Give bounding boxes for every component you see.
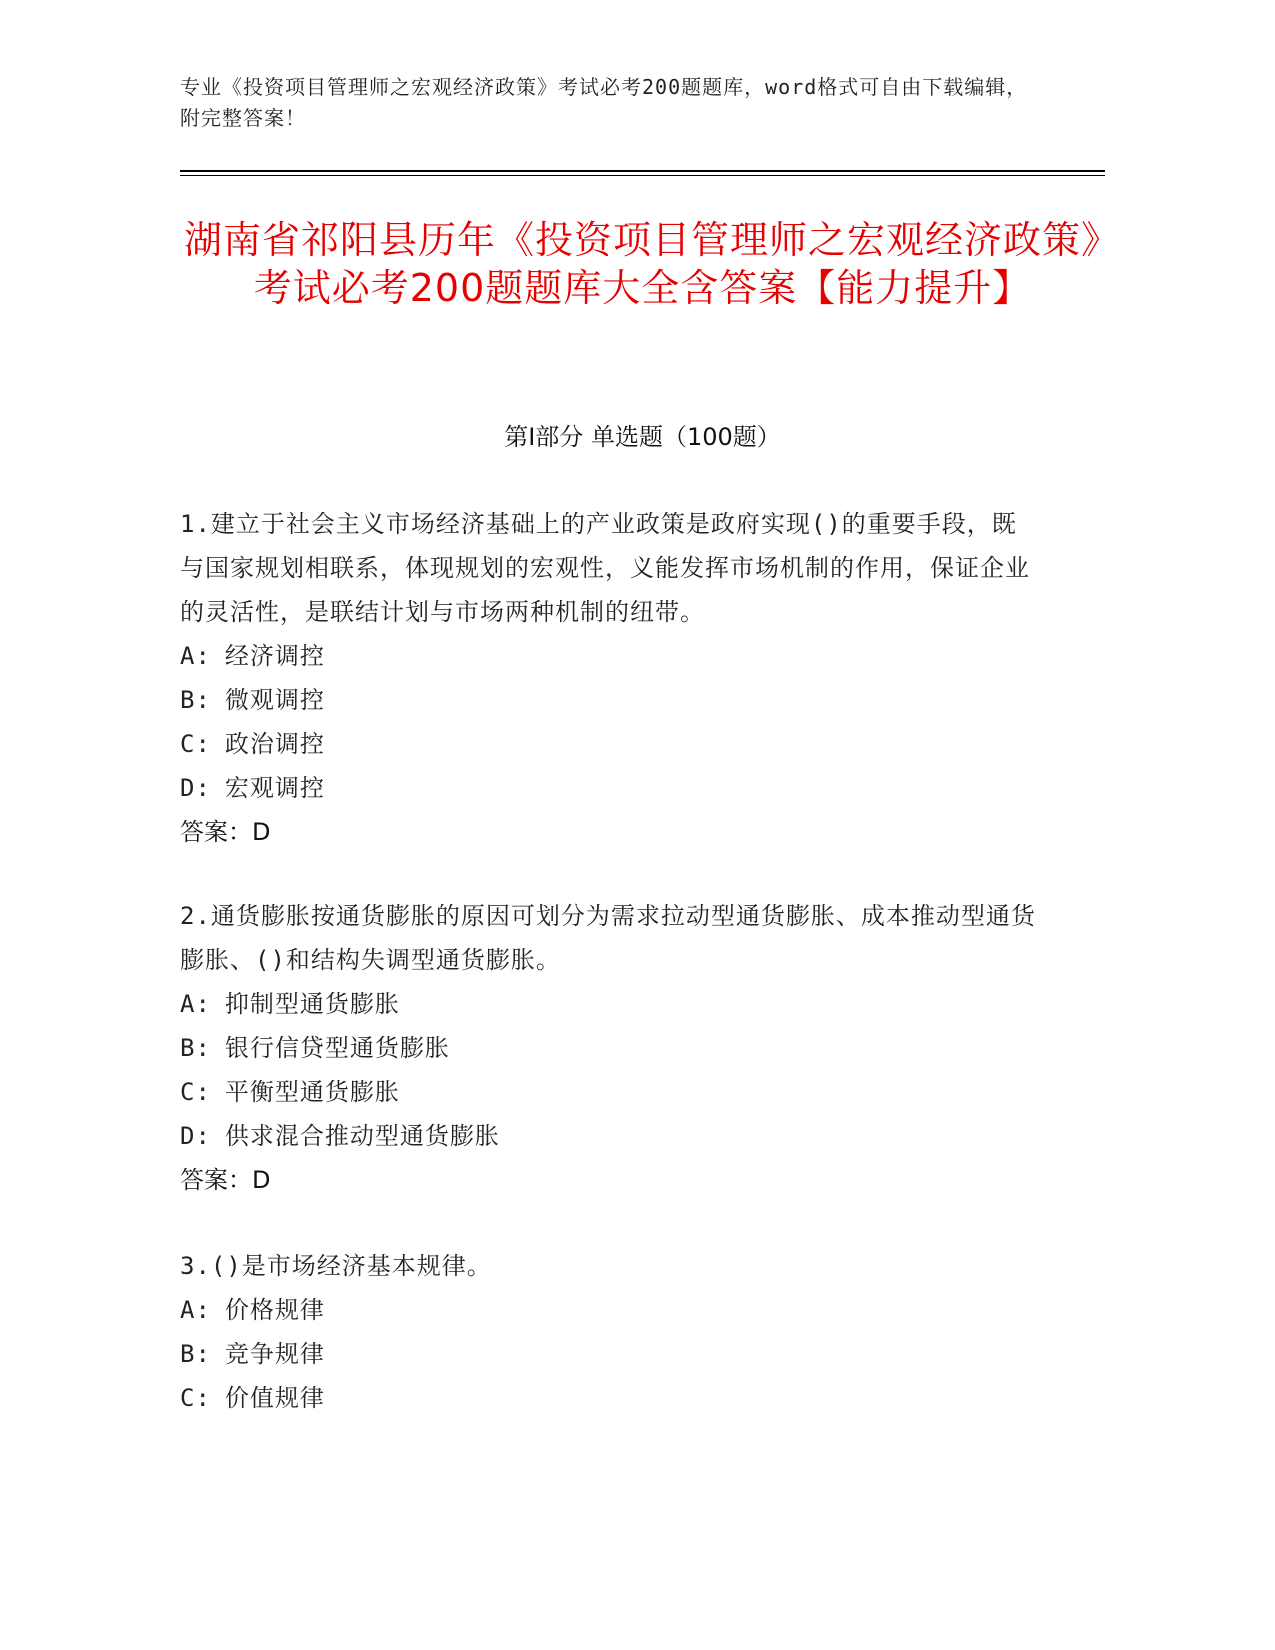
- option-d: [180, 1114, 1040, 1158]
- option-letter: D:: [180, 1122, 211, 1150]
- header-note: 专业《投资项目管理师之宏观经济政策》考试必考200题题库，word格式可自由下载编辑，附完整答案！: [180, 75, 1028, 130]
- option-a: [180, 634, 1040, 678]
- option-b: [180, 1026, 1040, 1070]
- option-b: [180, 678, 1040, 722]
- option-text: 宏观调控: [224, 774, 325, 802]
- option-letter: B:: [180, 1034, 211, 1062]
- answer-line: 答案：D: [180, 818, 271, 846]
- document-title: 湖南省祁阳县历年《投资项目管理师之宏观经济政策》考试必考200题题库大全含答案【能力提升】: [183, 218, 1101, 310]
- answer-line: 答案：D: [180, 1166, 271, 1194]
- question-stem: 1.建立于社会主义市场经济基础上的产业政策是政府实现()的重要手段，既与国家规划相联系，体现规划的宏观性，义能发挥市场机制的作用，保证企业的灵活性，是联结计划与市场两种机制的纽带。: [180, 510, 1030, 626]
- option-letter: B:: [180, 1340, 211, 1368]
- option-text: 价格规律: [224, 1296, 325, 1324]
- option-letter: B:: [180, 686, 211, 714]
- option-text: 平衡型通货膨胀: [224, 1078, 400, 1106]
- option-text: 竞争规律: [224, 1340, 325, 1368]
- option-letter: A:: [180, 990, 211, 1018]
- option-c: [180, 722, 1040, 766]
- option-a: [180, 982, 1040, 1026]
- header-rule-thin: [180, 175, 1105, 176]
- question-3: [180, 1244, 1040, 1420]
- question-1: [180, 502, 1040, 854]
- option-text: 抑制型通货膨胀: [224, 990, 400, 1018]
- section-title: 第I部分 单选题（100题）: [504, 423, 781, 451]
- option-text: 价值规律: [224, 1384, 325, 1412]
- option-c: [180, 1376, 1040, 1420]
- option-letter: C:: [180, 1078, 211, 1106]
- question-stem: 2.通货膨胀按通货膨胀的原因可划分为需求拉动型通货膨胀、成本推动型通货膨胀、()和结构失调型通货膨胀。: [180, 902, 1036, 974]
- option-letter: A:: [180, 642, 211, 670]
- option-letter: C:: [180, 730, 211, 758]
- question-stem: 3.()是市场经济基本规律。: [180, 1252, 492, 1280]
- option-letter: A:: [180, 1296, 211, 1324]
- option-text: 供求混合推动型通货膨胀: [224, 1122, 500, 1150]
- option-d: [180, 766, 1040, 810]
- option-a: [180, 1288, 1040, 1332]
- option-text: 银行信贷型通货膨胀: [224, 1034, 450, 1062]
- option-letter: C:: [180, 1384, 211, 1412]
- header-rule-thick: [180, 170, 1105, 172]
- option-text: 经济调控: [224, 642, 325, 670]
- option-c: [180, 1070, 1040, 1114]
- option-letter: D:: [180, 774, 211, 802]
- option-text: 政治调控: [224, 730, 325, 758]
- option-b: [180, 1332, 1040, 1376]
- option-text: 微观调控: [224, 686, 325, 714]
- question-2: [180, 894, 1040, 1202]
